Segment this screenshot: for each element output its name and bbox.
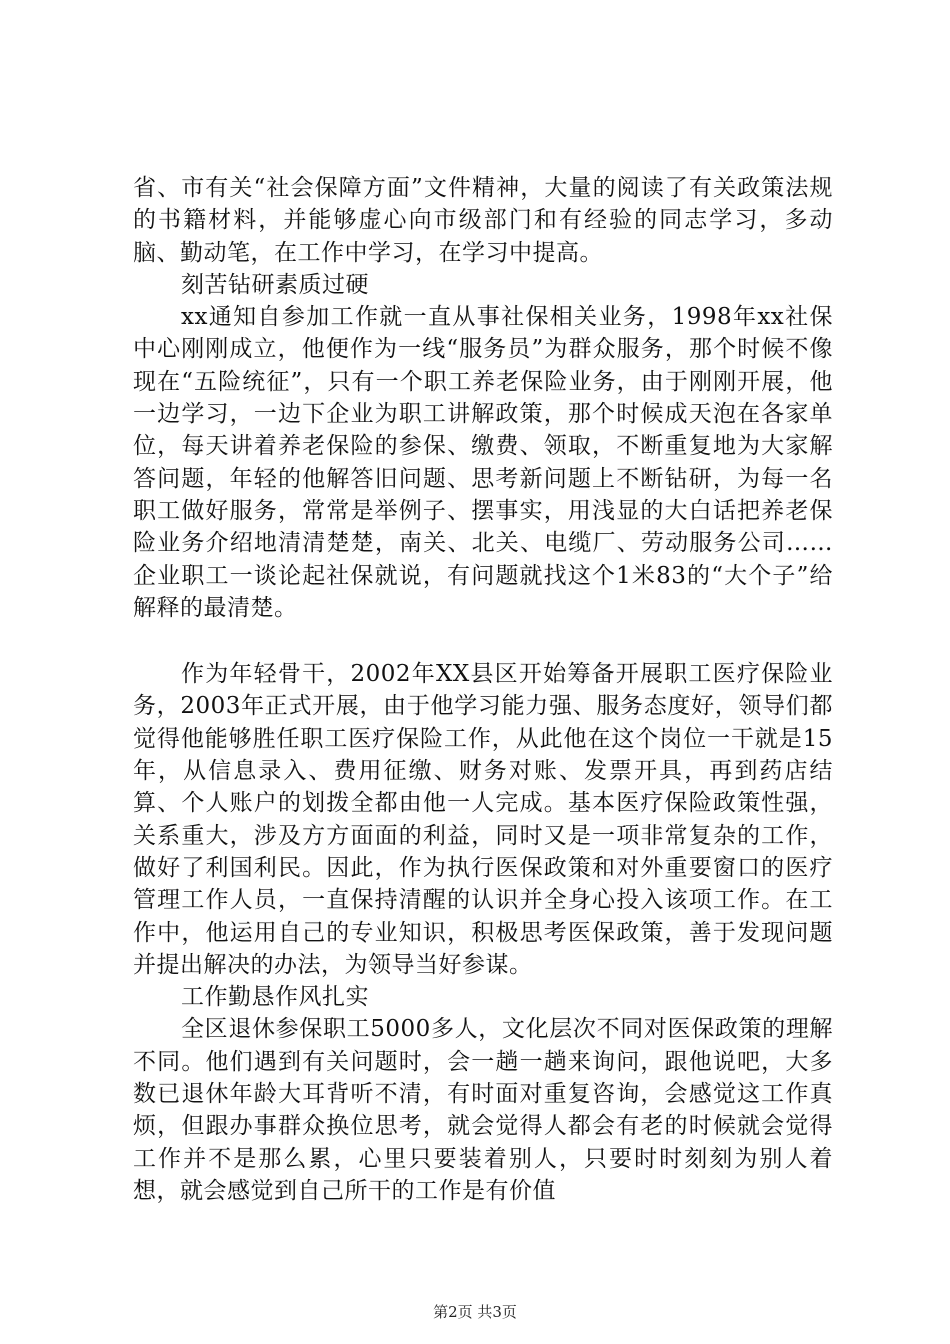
- paragraph-continuation: 省、市有关“社会保障方面”文件精神，大量的阅读了有关政策法规的书籍材料，并能够虚心向市级部门和有经验的同志学习，多动脑、勤动笔，在工作中学习，在学习中提高。: [133, 175, 833, 266]
- paragraph-medical-insurance: 作为年轻骨干，2002年XX县区开始筹备开展职工医疗保险业务，2003年正式开展，由于他学习能力强、服务态度好，领导们都觉得他能够胜任职工医疗保险工作，从此他在这个岗位一干就是15年，从信息录入、费用征缴、财务对账、发票开具，再到药店结算、个人账户的划拨全都由他一人完成。基本医疗保险政策性强，关系重大，涉及方方面面的利益，同时又是一项非常复杂的工作，做好了利国利民。因此，作为执行医保政策和对外重要窗口的医疗管理工作人员，一直保持清醒的认识并全身心投入该项工作。在工作中，他运用自己的专业知识，积极思考医保政策，善于发现问题并提出解决的办法，为领导当好参谋。: [133, 661, 833, 978]
- document-body: [133, 172, 833, 1207]
- paragraph-retired-staff: 全区退休参保职工5000多人，文化层次不同对医保政策的理解不同。他们遇到有关问题时，会一趟一趟来询问，跟他说吧，大多数已退休年龄大耳背听不清，有时面对重复咨询，会感觉这工作真烦，但跟办事群众换位思考，就会觉得人都会有老的时候就会觉得工作并不是那么累，心里只要装着别人，只要时时刻刻为别人着想，就会感觉到自己所干的工作是有价值: [133, 1016, 833, 1204]
- paragraph-pension-service: xx通知自参加工作就一直从事社保相关业务，1998年xx社保中心刚刚成立，他便作为一线“服务员”为群众服务，那个时候不像现在“五险统征”，只有一个职工养老保险业务，由于刚刚开展，他一边学习，一边下企业为职工讲解政策，那个时候成天泡在各家单位，每天讲着养老保险的参保、缴费、领取，不断重复地为大家解答问题，年轻的他解答旧问题、思考新问题上不断钻研，为每一名职工做好服务，常常是举例子、摆事实，用浅显的大白话把养老保险业务介绍地清清楚楚，南关、北关、电缆厂、劳动服务公司……企业职工一谈论起社保就说，有问题就找这个1米83的“大个子”给解释的最清楚。: [133, 304, 833, 621]
- page-number-footer: 第2页 共3页: [433, 1303, 517, 1321]
- paragraph-spacer: [133, 624, 833, 658]
- section-heading-diligent-work: 工作勤恳作风扎实: [181, 984, 369, 1011]
- section-heading-diligent-study: 刻苦钻研素质过硬: [181, 271, 369, 298]
